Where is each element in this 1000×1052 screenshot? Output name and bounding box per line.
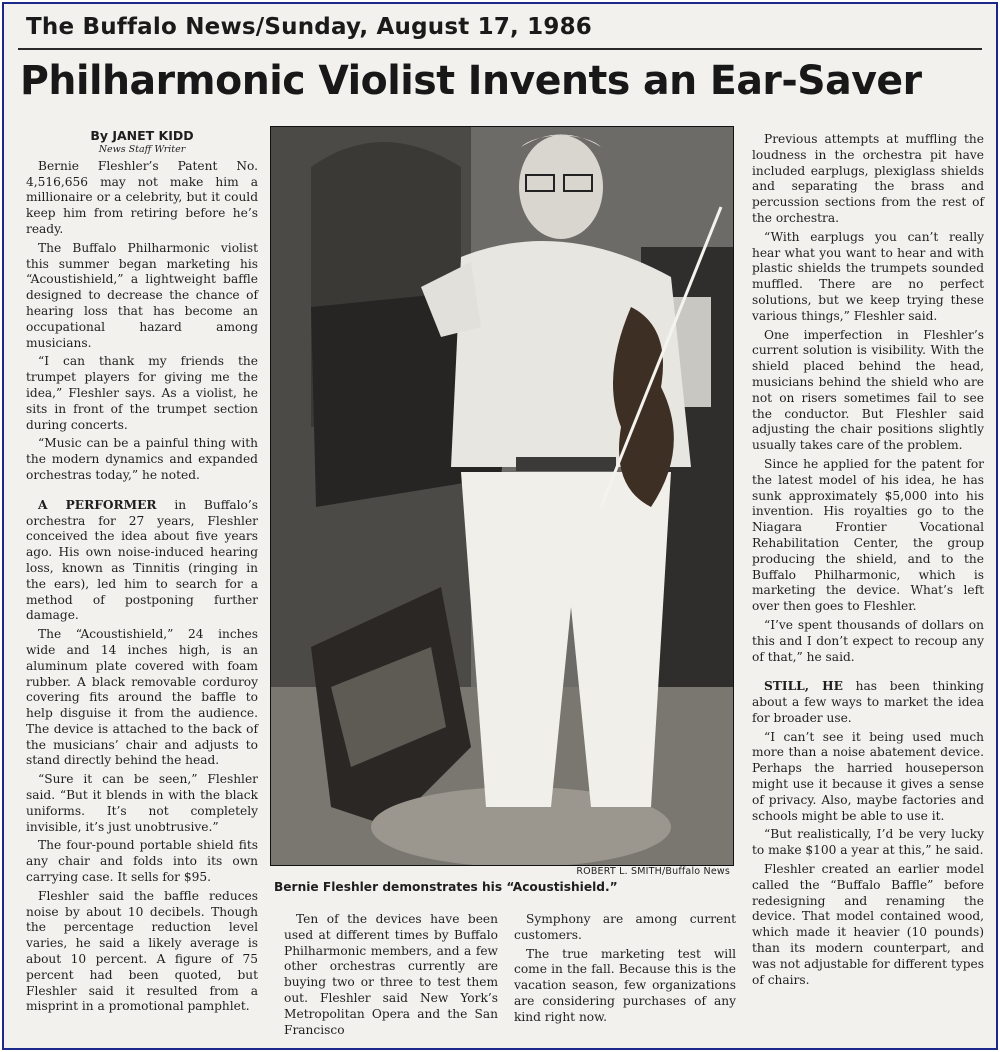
byline-role: News Staff Writer (98, 143, 186, 155)
byline-author: By JANET KIDD (90, 128, 194, 143)
news-photo (270, 126, 734, 866)
paragraph: The Buffalo Philharmonic violist this summer began marketing his “Acoustishield,” a lightweight baffle designed to decrease the chance of hearing loss that has become an occupational hazard among musicians. (26, 240, 258, 350)
paragraph: “With earplugs you can’t really hear what you want to hear and with plastic shields the trumpets sounded muffled. There are no perfect solutions, but we keep trying these various things,” Fleshler said. (752, 229, 984, 323)
paragraph: “Music can be a painful thing with the modern dynamics and expanded orchestras today,” he noted. (26, 436, 258, 482)
masthead: The Buffalo News/Sunday, August 17, 1986 (26, 14, 592, 40)
masthead-rule (18, 48, 982, 50)
paragraph: Symphony are among current customers. (514, 912, 736, 942)
column-2 (284, 912, 498, 1041)
paragraph: One imperfection in Fleshler’s current solution is visibility. With the shield placed behind the head, musicians behind the shield who are not on risers sometimes fail to see the conductor. But Fleshler said adjusting the chair positions slightly usually takes care of the problem. (752, 327, 984, 453)
photo-caption: Bernie Fleshler demonstrates his “Acoustishield.” (274, 880, 618, 894)
photo-illustration (271, 127, 733, 865)
byline (26, 128, 258, 155)
paragraph-text: has been thinking about a few ways to market the idea for broader use. (752, 679, 984, 725)
paragraph: Fleshler created an earlier model called the “Buffalo Baffle” before redesigning and renaming the device. That model contained wood, which made it heavier (10 pounds) than its modern counterpart, and was not adjustable for different types of chairs. (752, 862, 984, 987)
paragraph: “I can thank my friends the trumpet players for giving me the idea,” Fleshler says. As a violist, he sits in front of the trumpet section during concerts. (26, 354, 258, 432)
paragraph: “Sure it can be seen,” Fleshler said. “But it blends in with the black uniforms. It’s not completely invisible, it’s just unobtrusive.” (26, 772, 258, 834)
paragraph (752, 679, 984, 726)
paragraph (26, 498, 258, 624)
headline: Philharmonic Violist Invents an Ear-Saver (20, 58, 922, 104)
column-3 (514, 912, 736, 1029)
paragraph: The true marketing test will come in the fall. Because this is the vacation season, few organizations are considering purchases of any kind right now. (514, 946, 736, 1024)
paragraph: “I can’t see it being used much more than a noise abatement device. Perhaps the harried houseperson might use it because it gives a sense of privacy. Also, maybe factories and schools might be able to use it. (752, 729, 984, 823)
paragraph: “I’ve spent thousands of dollars on this and I don’t expect to recoup any of that,” he said. (752, 617, 984, 664)
paragraph-lead: A PERFORMER (38, 497, 157, 512)
paragraph: Fleshler said the baffle reduces noise by about 10 decibels. Though the percentage reduction level varies, he said a likely average is about 10 percent. A figure of 75 percent had been quoted, but Fleshler said it resulted from a misprint in a promotional pamphlet. (26, 888, 258, 1014)
paragraph: Since he applied for the patent for the latest model of his idea, he has sunk approximately $5,000 into his invention. His royalties go to the Niagara Frontier Vocational Rehabilitation Center, the group producing the shield, and to the Buffalo Philharmonic, which is marketing the device. What’s left over then goes to Fleshler. (752, 456, 984, 614)
paragraph: Bernie Fleshler’s Patent No. 4,516,656 may not make him a millionaire or a celebrity, but it could keep him from retiring before he’s ready. (26, 158, 258, 236)
paragraph-lead: STILL, HE (764, 679, 843, 694)
column-1 (26, 128, 258, 1018)
paragraph: The four-pound portable shield fits any chair and folds into its own carrying case. It sells for $95. (26, 838, 258, 885)
paragraph: Previous attempts at muffling the loudness in the orchestra pit have included earplugs, plexiglass shields and separating the brass and percussion sections from the rest of the orchestra. (752, 132, 984, 225)
paragraph-text: in Buffalo’s orchestra for 27 years, Fleshler conceived the idea about five years ago. His own noise-induced hearing loss, known as Tinnitis (ringing in the ears), led him to search for a method of postponing further damage. (26, 497, 258, 623)
paragraph: “But realistically, I’d be very lucky to make $100 a year at this,” he said. (752, 827, 984, 858)
column-4 (752, 132, 984, 991)
paragraph: The “Acoustishield,” 24 inches wide and 14 inches high, is an aluminum plate covered with foam rubber. A black removable corduroy covering fits around the baffle to help disguise it from the audience. The device is attached to the back of the musicians’ chair and adjusts to stand directly behind the head. (26, 627, 258, 768)
paragraph: Ten of the devices have been used at different times by Buffalo Philharmonic members, and a few other orchestras currently are buying two or three to test them out. Fleshler said New York’s Metropolitan Opera and the San Francisco (284, 912, 498, 1037)
photo-credit: ROBERT L. SMITH/Buffalo News (576, 866, 730, 877)
